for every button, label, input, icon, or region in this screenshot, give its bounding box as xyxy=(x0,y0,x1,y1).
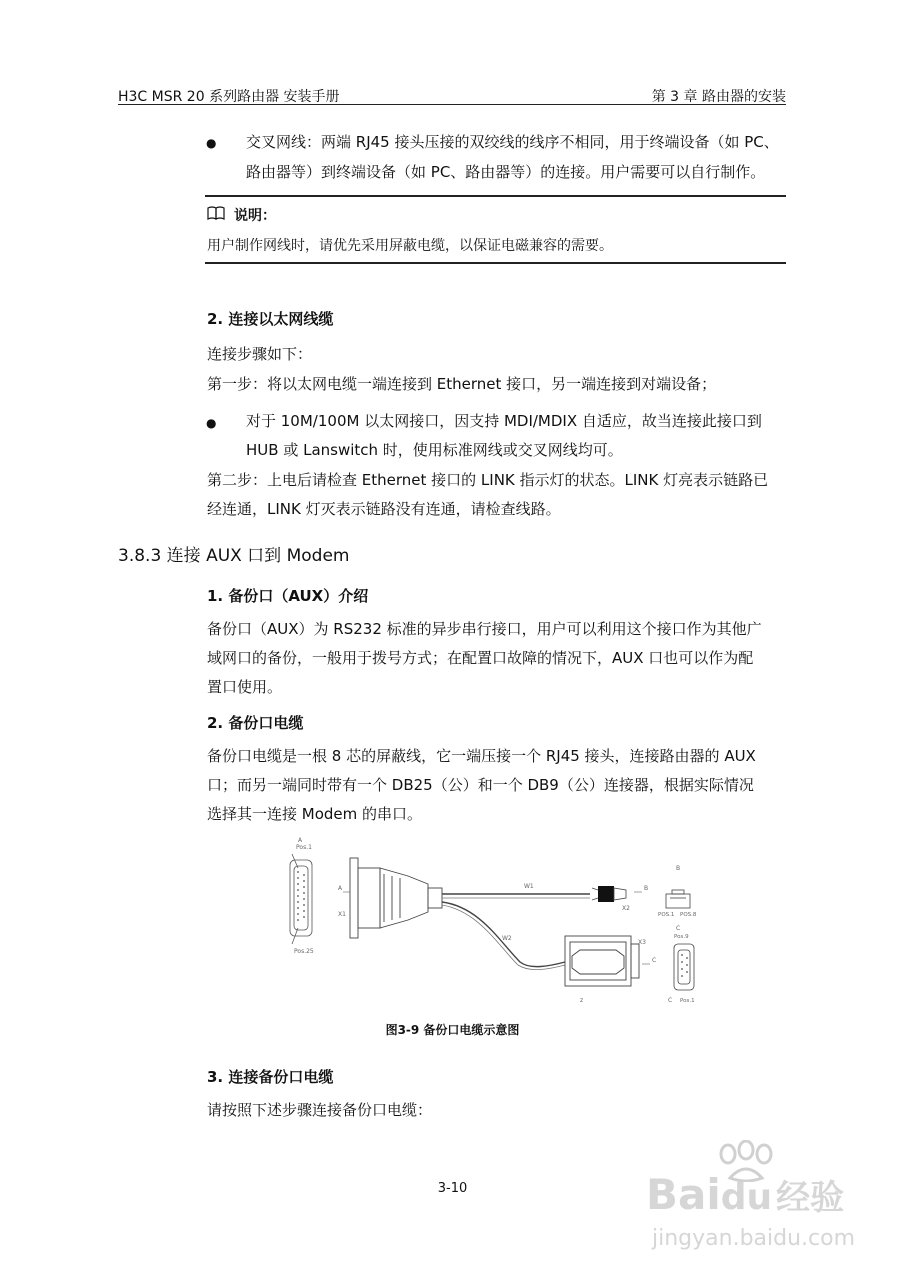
watermark-brand-cn: 经验 xyxy=(776,1178,845,1218)
label-x3: X3 xyxy=(638,939,646,946)
bullet-dot: ● xyxy=(206,136,217,150)
crossover-line1: 交叉网线：两端 RJ45 接头压接的双绞线的线序不相同，用于终端设备（如 PC、 xyxy=(246,133,779,151)
crossover-line2: 路由器等）到终端设备（如 PC、路由器等）的连接。用户需要可以自行制作。 xyxy=(246,163,766,181)
label-pos25: Pos.25 xyxy=(294,948,314,955)
page-number: 3-10 xyxy=(437,1181,468,1196)
label-b: B xyxy=(644,885,649,892)
label-x1: X1 xyxy=(338,911,346,918)
label-pos1-rj: POS.1 xyxy=(658,912,675,918)
watermark-url: jingyan.baidu.com xyxy=(652,1226,856,1251)
label-c: C xyxy=(652,957,657,964)
db9-connector xyxy=(565,936,639,986)
aux-cable-figure xyxy=(280,832,710,1010)
header-rule xyxy=(118,104,786,105)
sec2-bullet-line1: 对于 10M/100M 以太网接口，因支持 MDI/MDIX 自适应，故当连接此接口到 xyxy=(246,412,762,430)
sec383-p1-line2: 域网口的备份，一般用于拨号方式；在配置口故障的情况下，AUX 口也可以作为配 xyxy=(207,649,754,667)
label-pos1: Pos.1 xyxy=(296,844,312,851)
label-b2: B xyxy=(676,865,681,872)
rj45-front-view xyxy=(666,890,690,908)
sec2-heading: 2. 连接以太网线缆 xyxy=(207,310,334,328)
rj45-plug xyxy=(592,886,626,902)
header-right: 第 3 章 路由器的安装 xyxy=(651,89,786,105)
sec383-heading: 3.8.3 连接 AUX 口到 Modem xyxy=(118,546,350,566)
label-a: A xyxy=(298,837,303,844)
sec383-sub2: 2. 备份口电缆 xyxy=(207,714,304,732)
note-text: 用户制作网线时，请优先采用屏蔽电缆，以保证电磁兼容的需要。 xyxy=(207,238,613,254)
db9-front-view xyxy=(674,944,694,990)
label-a2: A xyxy=(338,885,343,892)
label-c2: C xyxy=(676,925,681,932)
sec2-step1: 第一步：将以太网电缆一端连接到 Ethernet 接口，另一端连接到对端设备； xyxy=(207,375,717,393)
bullet-dot: ● xyxy=(206,416,217,430)
sec383-p2-line2: 口；而另一端同时带有一个 DB25（公）和一个 DB9（公）连接器，根据实际情况 xyxy=(207,776,754,794)
note-title: 说明： xyxy=(234,208,276,224)
sec383-sub3: 3. 连接备份口电缆 xyxy=(207,1068,334,1086)
sec383-p3: 请按照下述步骤连接备份口电缆： xyxy=(207,1101,433,1119)
note-top-rule xyxy=(205,195,786,197)
sec2-step2-line1: 第二步：上电后请检查 Ethernet 接口的 LINK 指示灯的状态。LINK 灯亮表示链路已 xyxy=(207,471,769,489)
label-pos9: Pos.9 xyxy=(674,934,689,940)
watermark-brand-bai: Bai xyxy=(646,1170,721,1219)
note-bottom-rule xyxy=(205,262,786,264)
sec2-step2-line2: 经连通，LINK 灯灭表示链路没有连通，请检查线路。 xyxy=(207,500,561,518)
label-w2: W2 xyxy=(502,935,512,942)
sec383-p1-line3: 置口使用。 xyxy=(207,678,283,696)
watermark-brand xyxy=(646,1170,844,1219)
label-c3: C xyxy=(668,997,673,1004)
sec383-p2-line3: 选择其一连接 Modem 的串口。 xyxy=(207,805,423,823)
label-z: z xyxy=(580,997,584,1004)
sec2-intro: 连接步骤如下： xyxy=(207,345,313,363)
db25-front-view xyxy=(290,854,312,944)
sec383-p1-line1: 备份口（AUX）为 RS232 标准的异步串行接口，用户可以利用这个接口作为其他广 xyxy=(207,620,762,638)
label-pos1-db9: Pos.1 xyxy=(680,998,695,1004)
label-pos8: POS.8 xyxy=(680,912,697,918)
sec383-sub1: 1. 备份口（AUX）介绍 xyxy=(207,587,369,605)
label-w1: W1 xyxy=(524,883,534,890)
book-icon xyxy=(207,205,225,224)
label-x2: X2 xyxy=(622,905,630,912)
sec2-bullet-line2: HUB 或 Lanswitch 时，使用标准网线或交叉网线均可。 xyxy=(246,441,623,459)
watermark-brand-du: du xyxy=(720,1177,773,1218)
figure-caption: 图3-9 备份口电缆示意图 xyxy=(385,1023,520,1037)
baidu-watermark xyxy=(640,1140,890,1265)
sec383-p2-line1: 备份口电缆是一根 8 芯的屏蔽线，它一端压接一个 RJ45 接头，连接路由器的 AUX xyxy=(207,747,756,765)
db25-connector xyxy=(350,858,442,938)
header-left: H3C MSR 20 系列路由器 安装手册 xyxy=(118,89,340,105)
